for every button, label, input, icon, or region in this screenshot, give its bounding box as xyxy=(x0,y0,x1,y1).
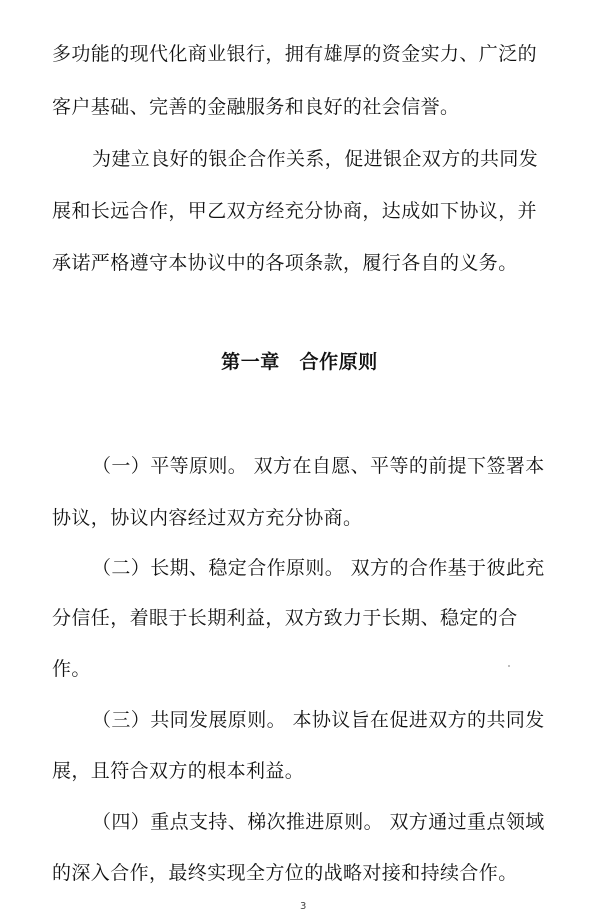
principle-3-line-1: （三）共同发展原则。 本协议旨在促进双方的共同发 xyxy=(92,709,545,731)
principle-2-line-2: 分信任，着眼于长期利益，双方致力于长期、稳定的合 xyxy=(52,607,518,629)
purpose-line-2: 展和长远合作，甲乙双方经充分协商，达成如下协议，并 xyxy=(52,200,538,222)
principle-2-line-1: （二）长期、稳定合作原则。 双方的合作基于彼此充 xyxy=(92,557,545,579)
chapter-title: 第一章 合作原则 xyxy=(221,351,378,373)
intro-line-2: 客户基础、完善的金融服务和良好的社会信誉。 xyxy=(52,96,460,118)
principle-2-line-3: 作。 xyxy=(52,658,91,680)
page-number: 3 xyxy=(300,901,307,912)
intro-line-1: 多功能的现代化商业银行，拥有雄厚的资金实力、广泛的 xyxy=(52,43,538,65)
principle-1-line-1: （一）平等原则。 双方在自愿、平等的前提下签署本 xyxy=(92,455,545,477)
purpose-line-3: 承诺严格遵守本协议中的各项条款，履行各自的义务。 xyxy=(52,252,518,274)
purpose-line-1: 为建立良好的银企合作关系，促进银企双方的共同发 xyxy=(92,148,539,170)
principle-1-line-2: 协议，协议内容经过双方充分协商。 xyxy=(52,507,363,529)
principle-4-line-1: （四）重点支持、梯次推进原则。 双方通过重点领域 xyxy=(92,811,545,833)
principle-4-line-2: 的深入合作，最终实现全方位的战略对接和持续合作。 xyxy=(52,862,518,884)
scan-speck xyxy=(508,665,510,667)
principle-3-line-2: 展，且符合双方的根本利益。 xyxy=(52,760,305,782)
